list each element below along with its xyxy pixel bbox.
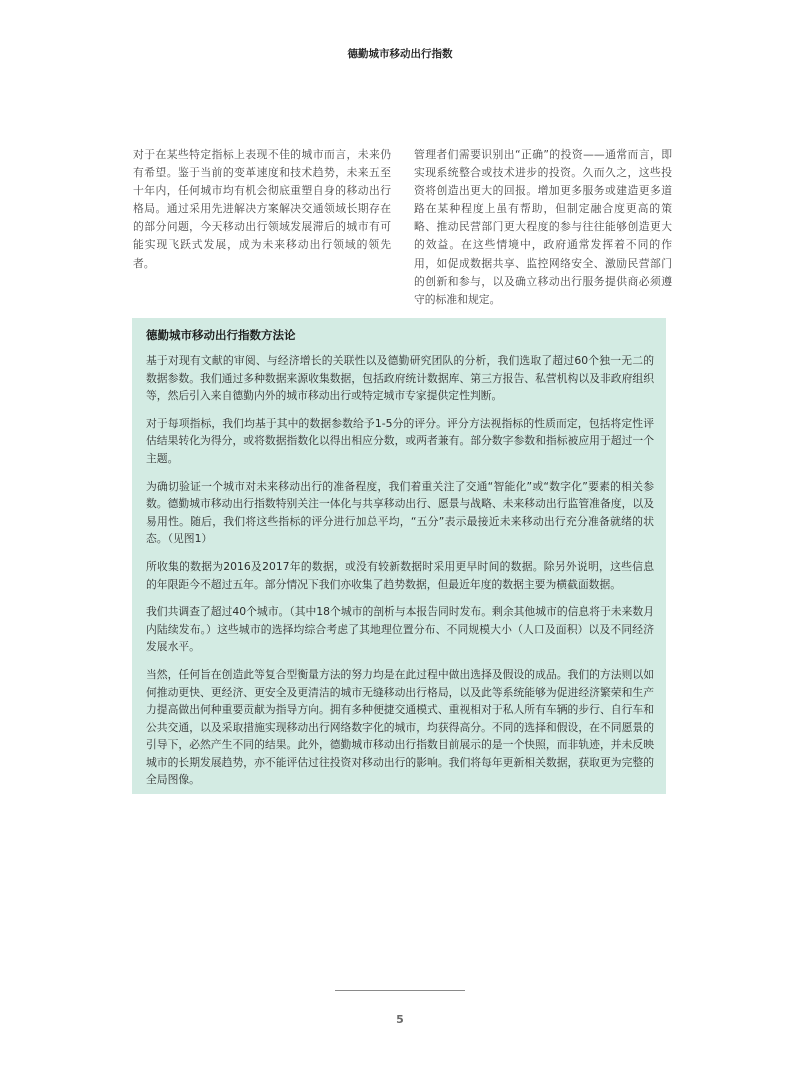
methodology-paragraph: 当然，任何旨在创造此等复合型衡量方法的努力均是在此过程中做出选择及假设的成品。我们的方法则以如何推动更快、更经济、更安全及更清洁的城市无缝移动出行格局，以及此等系统能够为促进经济繁荣和生产力提高做出何种重要贡献为指导方向。拥有多种便捷交通模式、重视相对于私人所有车辆的步行、自行车和公共交通，以及采取措施实现移动出行网络数字化的城市，均获得高分。不同的选择和假设，在不同愿景的引导下，必然产生不同的结果。此外，德勤城市移动出行指数目前展示的是一个快照，而非轨迹，并未反映城市的长期发展趋势，亦不能评估过往投资对移动出行的影响。我们将每年更新相关数据，获取更为完整的全局图像。 [146, 667, 654, 787]
footer-divider [335, 990, 465, 991]
page-number: 5 [396, 1013, 404, 1026]
right-column [414, 146, 672, 309]
methodology-paragraph: 基于对现有文献的审阅、与经济增长的关联性以及德勤研究团队的分析，我们选取了超过60个独一无二的数据参数。我们通过多种数据来源收集数据，包括政府统计数据库、第三方报告、私营机构以及非政府组织等，然后引入来自德勤内外的城市移动出行或特定城市专家提供定性判断。 [146, 354, 654, 403]
page-header-title: 德勤城市移动出行指数 [347, 48, 453, 60]
methodology-paragraph: 对于每项指标，我们均基于其中的数据参数给予1-5分的评分。评分方法视指标的性质而定，包括将定性评估结果转化为得分，或将数据指数化以得出相应分数，或两者兼有。部分数字参数和指标被应用于超过一个主题。 [146, 416, 654, 465]
methodology-paragraph: 我们共调查了超过40个城市。（其中18个城市的剖析与本报告同时发布。剩余其他城市的信息将于未来数月内陆续发布。）这些城市的选择均综合考虑了其地理位置分布、不同规模大小（人口及面积）以及不同经济发展水平。 [146, 605, 654, 654]
left-column [133, 146, 391, 273]
methodology-panel [132, 318, 666, 794]
methodology-title: 德勤城市移动出行指数方法论 [146, 328, 296, 342]
left-column-text: 对于在某些特定指标上表现不佳的城市而言，未来仍有希望。鉴于当前的变革速度和技术趋势，未来五至十年内，任何城市均有机会彻底重塑自身的移动出行格局。通过采用先进解决方案解决交通领域长期存在的部分问题，今天移动出行领域发展滞后的城市有可能实现飞跃式发展，成为未来移动出行领域的领先者。 [133, 148, 391, 270]
methodology-paragraph: 所收集的数据为2016及2017年的数据，或没有较新数据时采用更早时间的数据。除另外说明，这些信息的年限距今不超过五年。部分情况下我们亦收集了趋势数据，但最近年度的数据主要为横截面数据。 [146, 559, 654, 591]
methodology-paragraph: 为确切验证一个城市对未来移动出行的准备程度，我们着重关注了交通“智能化”或“数字化”要素的相关参数。德勤城市移动出行指数特别关注一体化与共享移动出行、愿景与战略、未来移动出行监管准备度，以及易用性。随后，我们将这些指标的评分进行加总平均，“五分”表示最接近未来移动出行充分准备就绪的状态。（见图1） [146, 479, 654, 546]
right-column-text: 管理者们需要识别出“正确”的投资——通常而言，即实现系统整合或技术进步的投资。久而久之，这些投资将创造出更大的回报。增加更多服务或建造更多道路在某种程度上虽有帮助，但制定融合度更高的策略、推动民营部门更大程度的参与往往能够创造更大的效益。在这些情境中，政府通常发挥着不同的作用，如促成数据共享、监控网络安全、激励民营部门的创新和参与，以及确立移动出行服务提供商必须遵守的标准和规定。 [414, 148, 672, 306]
